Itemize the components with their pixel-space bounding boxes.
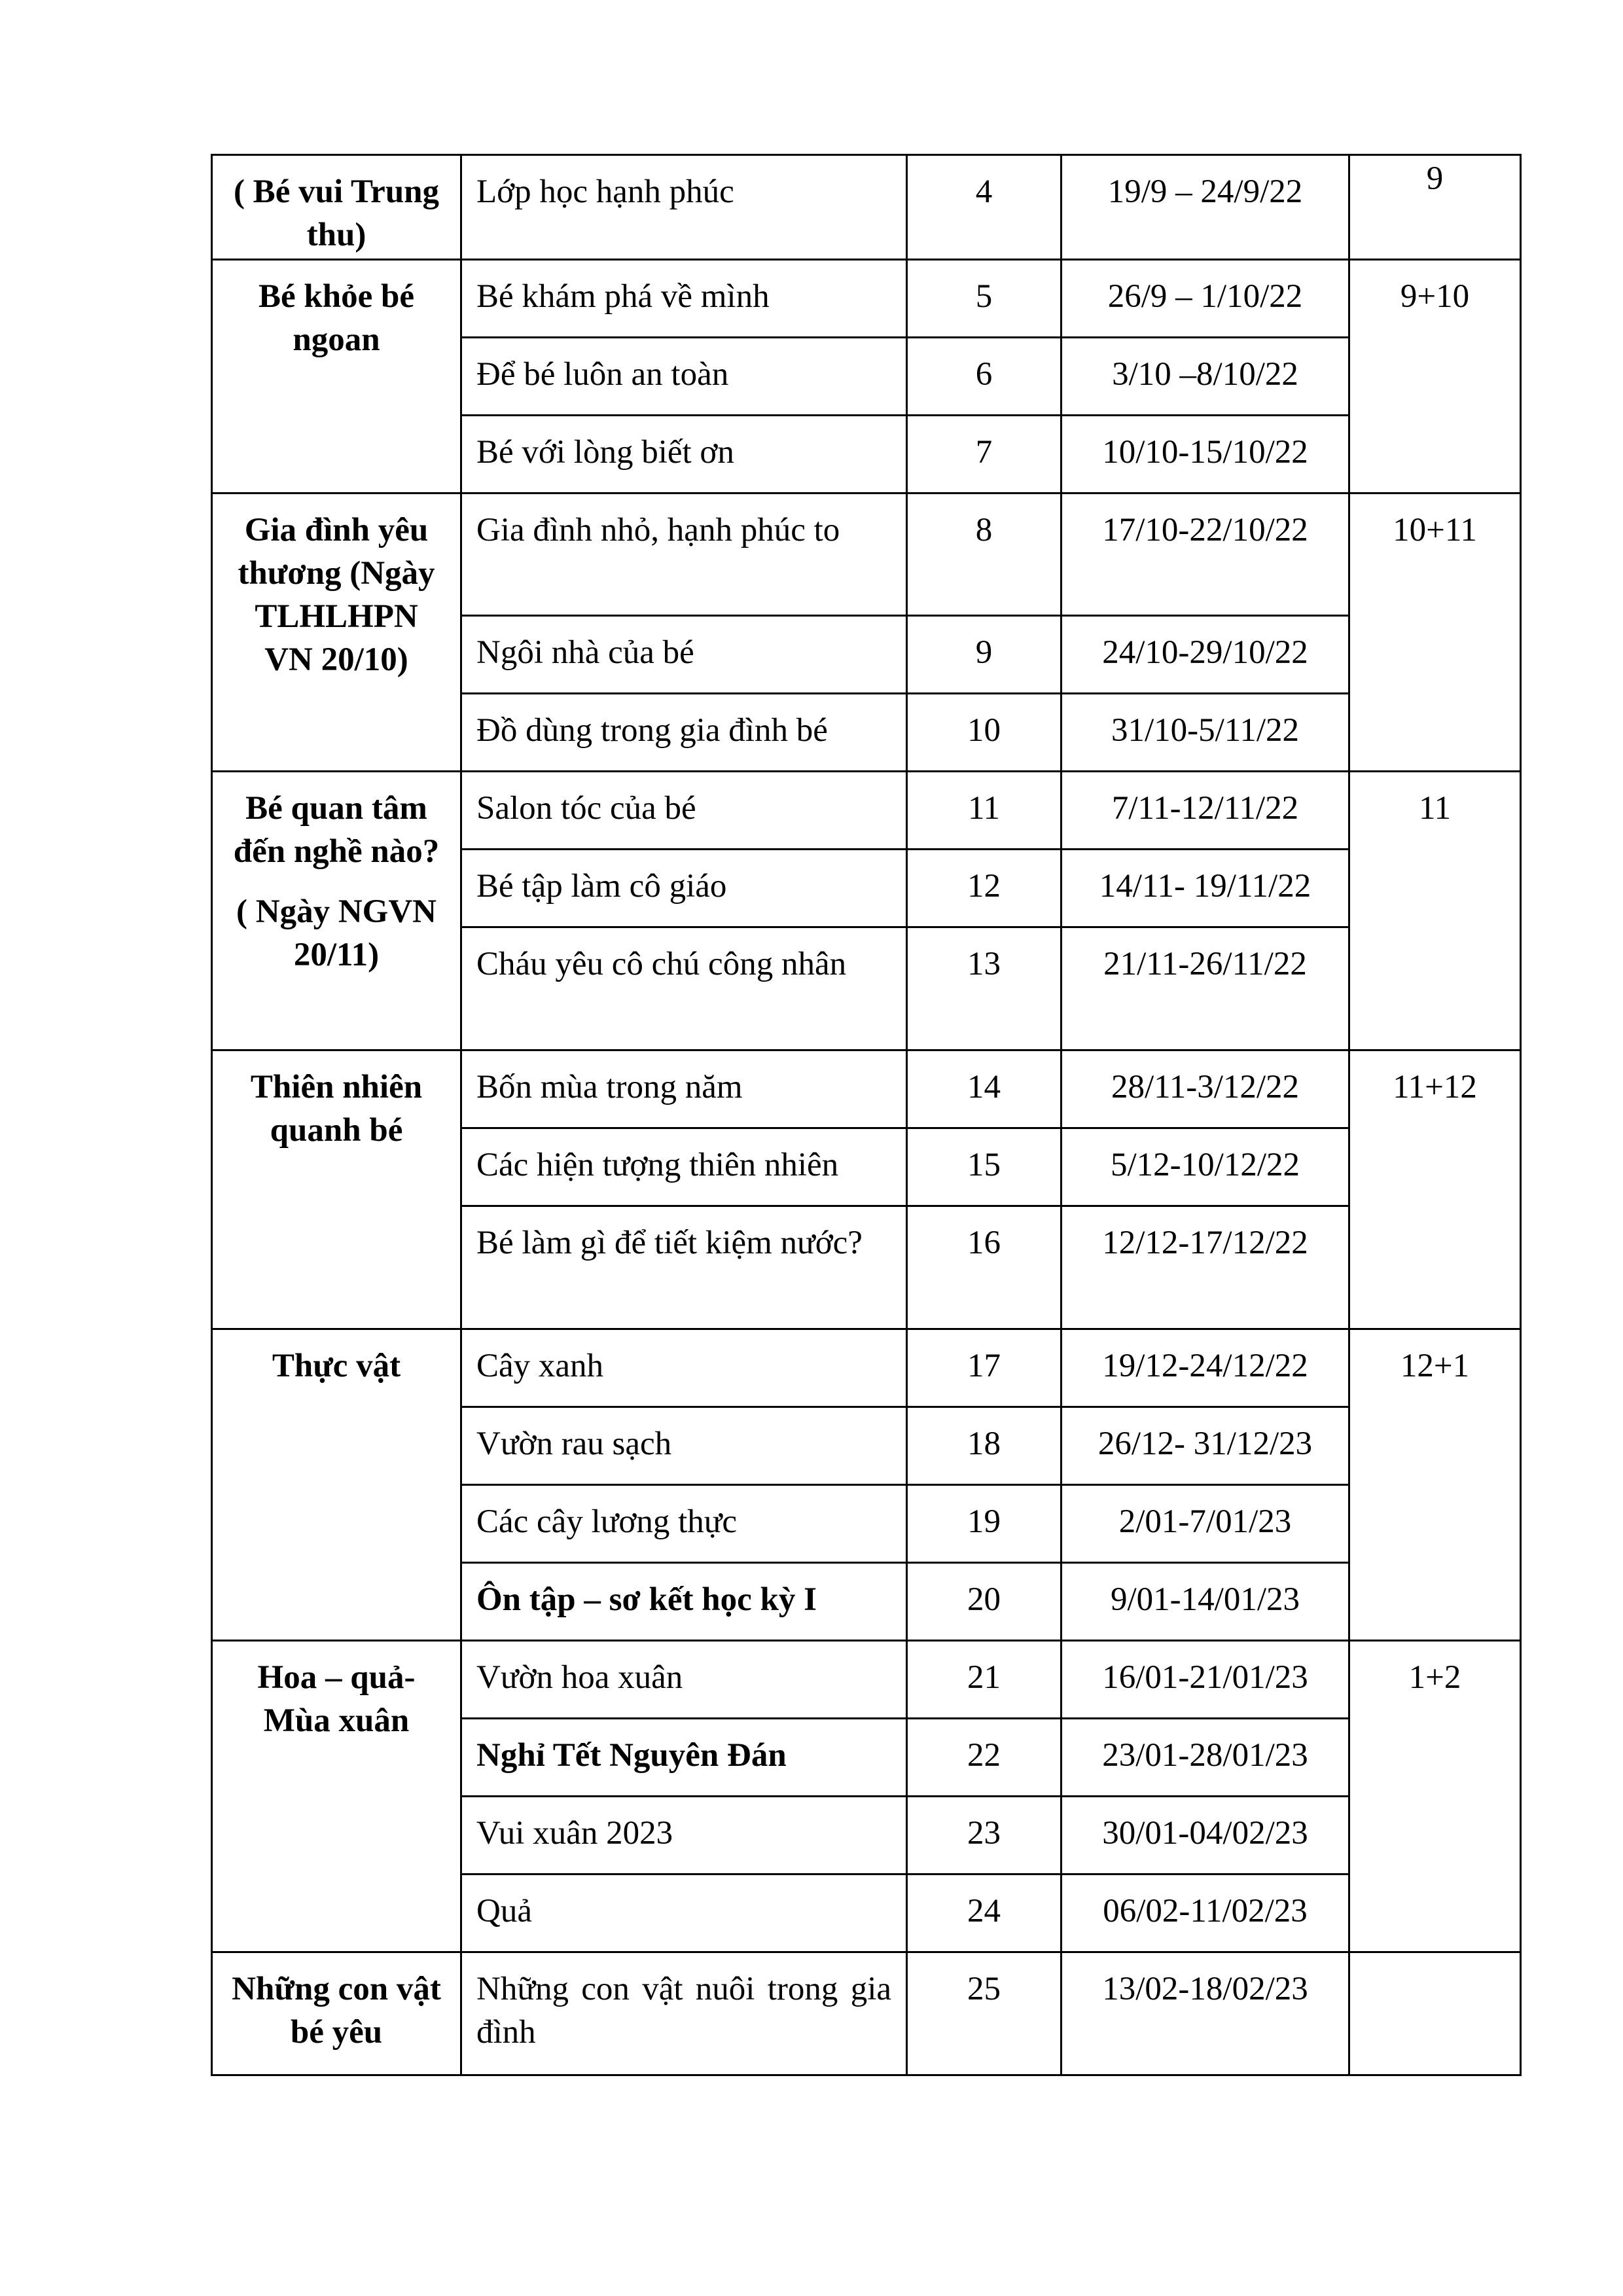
topic-cell: Ngôi nhà của bé xyxy=(461,616,907,694)
week-cell: 9 xyxy=(907,616,1061,694)
topic-cell: Vườn rau sạch xyxy=(461,1407,907,1485)
week-cell: 5 xyxy=(907,260,1061,338)
dates-cell: 13/02-18/02/23 xyxy=(1061,1952,1349,2075)
week-cell: 23 xyxy=(907,1797,1061,1874)
theme-cell xyxy=(212,772,461,1050)
topic-cell: Quả xyxy=(461,1874,907,1952)
week-cell: 20 xyxy=(907,1563,1061,1641)
dates-cell: 06/02-11/02/23 xyxy=(1061,1874,1349,1952)
table-row xyxy=(212,1641,1521,1719)
table-row xyxy=(212,1952,1521,2075)
table-row xyxy=(212,493,1521,616)
dates-cell: 17/10-22/10/22 xyxy=(1061,493,1349,616)
topic-cell: Cháu yêu cô chú công nhân xyxy=(461,927,907,1050)
week-cell: 15 xyxy=(907,1128,1061,1206)
table-row xyxy=(212,772,1521,850)
topic-cell: Vườn hoa xuân xyxy=(461,1641,907,1719)
topic-cell: Vui xuân 2023 xyxy=(461,1797,907,1874)
month-cell: 11+12 xyxy=(1349,1050,1521,1329)
dates-cell: 21/11-26/11/22 xyxy=(1061,927,1349,1050)
dates-cell: 14/11- 19/11/22 xyxy=(1061,850,1349,927)
topic-cell: Những con vật nuôi trong gia đình xyxy=(461,1952,907,2075)
month-cell xyxy=(1349,1952,1521,2075)
dates-cell: 26/9 – 1/10/22 xyxy=(1061,260,1349,338)
week-cell: 4 xyxy=(907,155,1061,260)
dates-cell: 19/9 – 24/9/22 xyxy=(1061,155,1349,260)
dates-cell: 3/10 –8/10/22 xyxy=(1061,338,1349,416)
topic-cell: Đồ dùng trong gia đình bé xyxy=(461,694,907,772)
theme-cell: Hoa – quả- Mùa xuân xyxy=(212,1641,461,1952)
dates-cell: 31/10-5/11/22 xyxy=(1061,694,1349,772)
dates-cell: 16/01-21/01/23 xyxy=(1061,1641,1349,1719)
week-cell: 7 xyxy=(907,416,1061,493)
dates-cell: 24/10-29/10/22 xyxy=(1061,616,1349,694)
week-cell: 10 xyxy=(907,694,1061,772)
topic-cell: Các hiện tượng thiên nhiên xyxy=(461,1128,907,1206)
dates-cell: 30/01-04/02/23 xyxy=(1061,1797,1349,1874)
month-cell: 10+11 xyxy=(1349,493,1521,772)
topic-cell: Lớp học hạnh phúc xyxy=(461,155,907,260)
topic-cell: Bốn mùa trong năm xyxy=(461,1050,907,1128)
week-cell: 21 xyxy=(907,1641,1061,1719)
topic-cell: Bé khám phá về mình xyxy=(461,260,907,338)
dates-cell: 12/12-17/12/22 xyxy=(1061,1206,1349,1329)
theme-title: Bé quan tâm đến nghề nào? xyxy=(233,790,440,870)
theme-cell: Bé khỏe bé ngoan xyxy=(212,260,461,493)
topic-cell: Để bé luôn an toàn xyxy=(461,338,907,416)
month-cell: 11 xyxy=(1349,772,1521,1050)
week-cell: 25 xyxy=(907,1952,1061,2075)
week-cell: 12 xyxy=(907,850,1061,927)
topic-cell: Các cây lương thực xyxy=(461,1485,907,1563)
dates-cell: 10/10-15/10/22 xyxy=(1061,416,1349,493)
month-cell: 1+2 xyxy=(1349,1641,1521,1952)
topic-cell: Salon tóc của bé xyxy=(461,772,907,850)
topic-cell: Ôn tập – sơ kết học kỳ I xyxy=(461,1563,907,1641)
theme-cell: Những con vật bé yêu xyxy=(212,1952,461,2075)
topic-cell: Bé tập làm cô giáo xyxy=(461,850,907,927)
dates-cell: 7/11-12/11/22 xyxy=(1061,772,1349,850)
dates-cell: 2/01-7/01/23 xyxy=(1061,1485,1349,1563)
week-cell: 8 xyxy=(907,493,1061,616)
month-cell: 9+10 xyxy=(1349,260,1521,493)
week-cell: 6 xyxy=(907,338,1061,416)
week-cell: 18 xyxy=(907,1407,1061,1485)
dates-cell: 28/11-3/12/22 xyxy=(1061,1050,1349,1128)
topic-cell: Cây xanh xyxy=(461,1329,907,1407)
week-cell: 13 xyxy=(907,927,1061,1050)
week-cell: 14 xyxy=(907,1050,1061,1128)
theme-cell: Gia đình yêu thương (Ngày TLHLHPN VN 20/10) xyxy=(212,493,461,772)
month-cell: 9 xyxy=(1349,155,1521,260)
theme-cell: ( Bé vui Trung thu) xyxy=(212,155,461,260)
curriculum-table xyxy=(211,154,1522,2076)
dates-cell: 23/01-28/01/23 xyxy=(1061,1719,1349,1797)
week-cell: 19 xyxy=(907,1485,1061,1563)
topic-cell: Nghỉ Tết Nguyên Đán xyxy=(461,1719,907,1797)
theme-cell: Thiên nhiên quanh bé xyxy=(212,1050,461,1329)
topic-cell: Gia đình nhỏ, hạnh phúc to xyxy=(461,493,907,616)
dates-cell: 26/12- 31/12/23 xyxy=(1061,1407,1349,1485)
week-cell: 24 xyxy=(907,1874,1061,1952)
table-row xyxy=(212,1050,1521,1128)
table-row xyxy=(212,260,1521,338)
theme-note: ( Ngày NGVN 20/11) xyxy=(236,893,437,973)
table-row xyxy=(212,1329,1521,1407)
dates-cell: 19/12-24/12/22 xyxy=(1061,1329,1349,1407)
table-row xyxy=(212,155,1521,260)
theme-cell: Thực vật xyxy=(212,1329,461,1641)
week-cell: 22 xyxy=(907,1719,1061,1797)
week-cell: 11 xyxy=(907,772,1061,850)
topic-cell: Bé với lòng biết ơn xyxy=(461,416,907,493)
dates-cell: 5/12-10/12/22 xyxy=(1061,1128,1349,1206)
week-cell: 17 xyxy=(907,1329,1061,1407)
month-cell: 12+1 xyxy=(1349,1329,1521,1641)
week-cell: 16 xyxy=(907,1206,1061,1329)
dates-cell: 9/01-14/01/23 xyxy=(1061,1563,1349,1641)
topic-cell: Bé làm gì để tiết kiệm nước? xyxy=(461,1206,907,1329)
